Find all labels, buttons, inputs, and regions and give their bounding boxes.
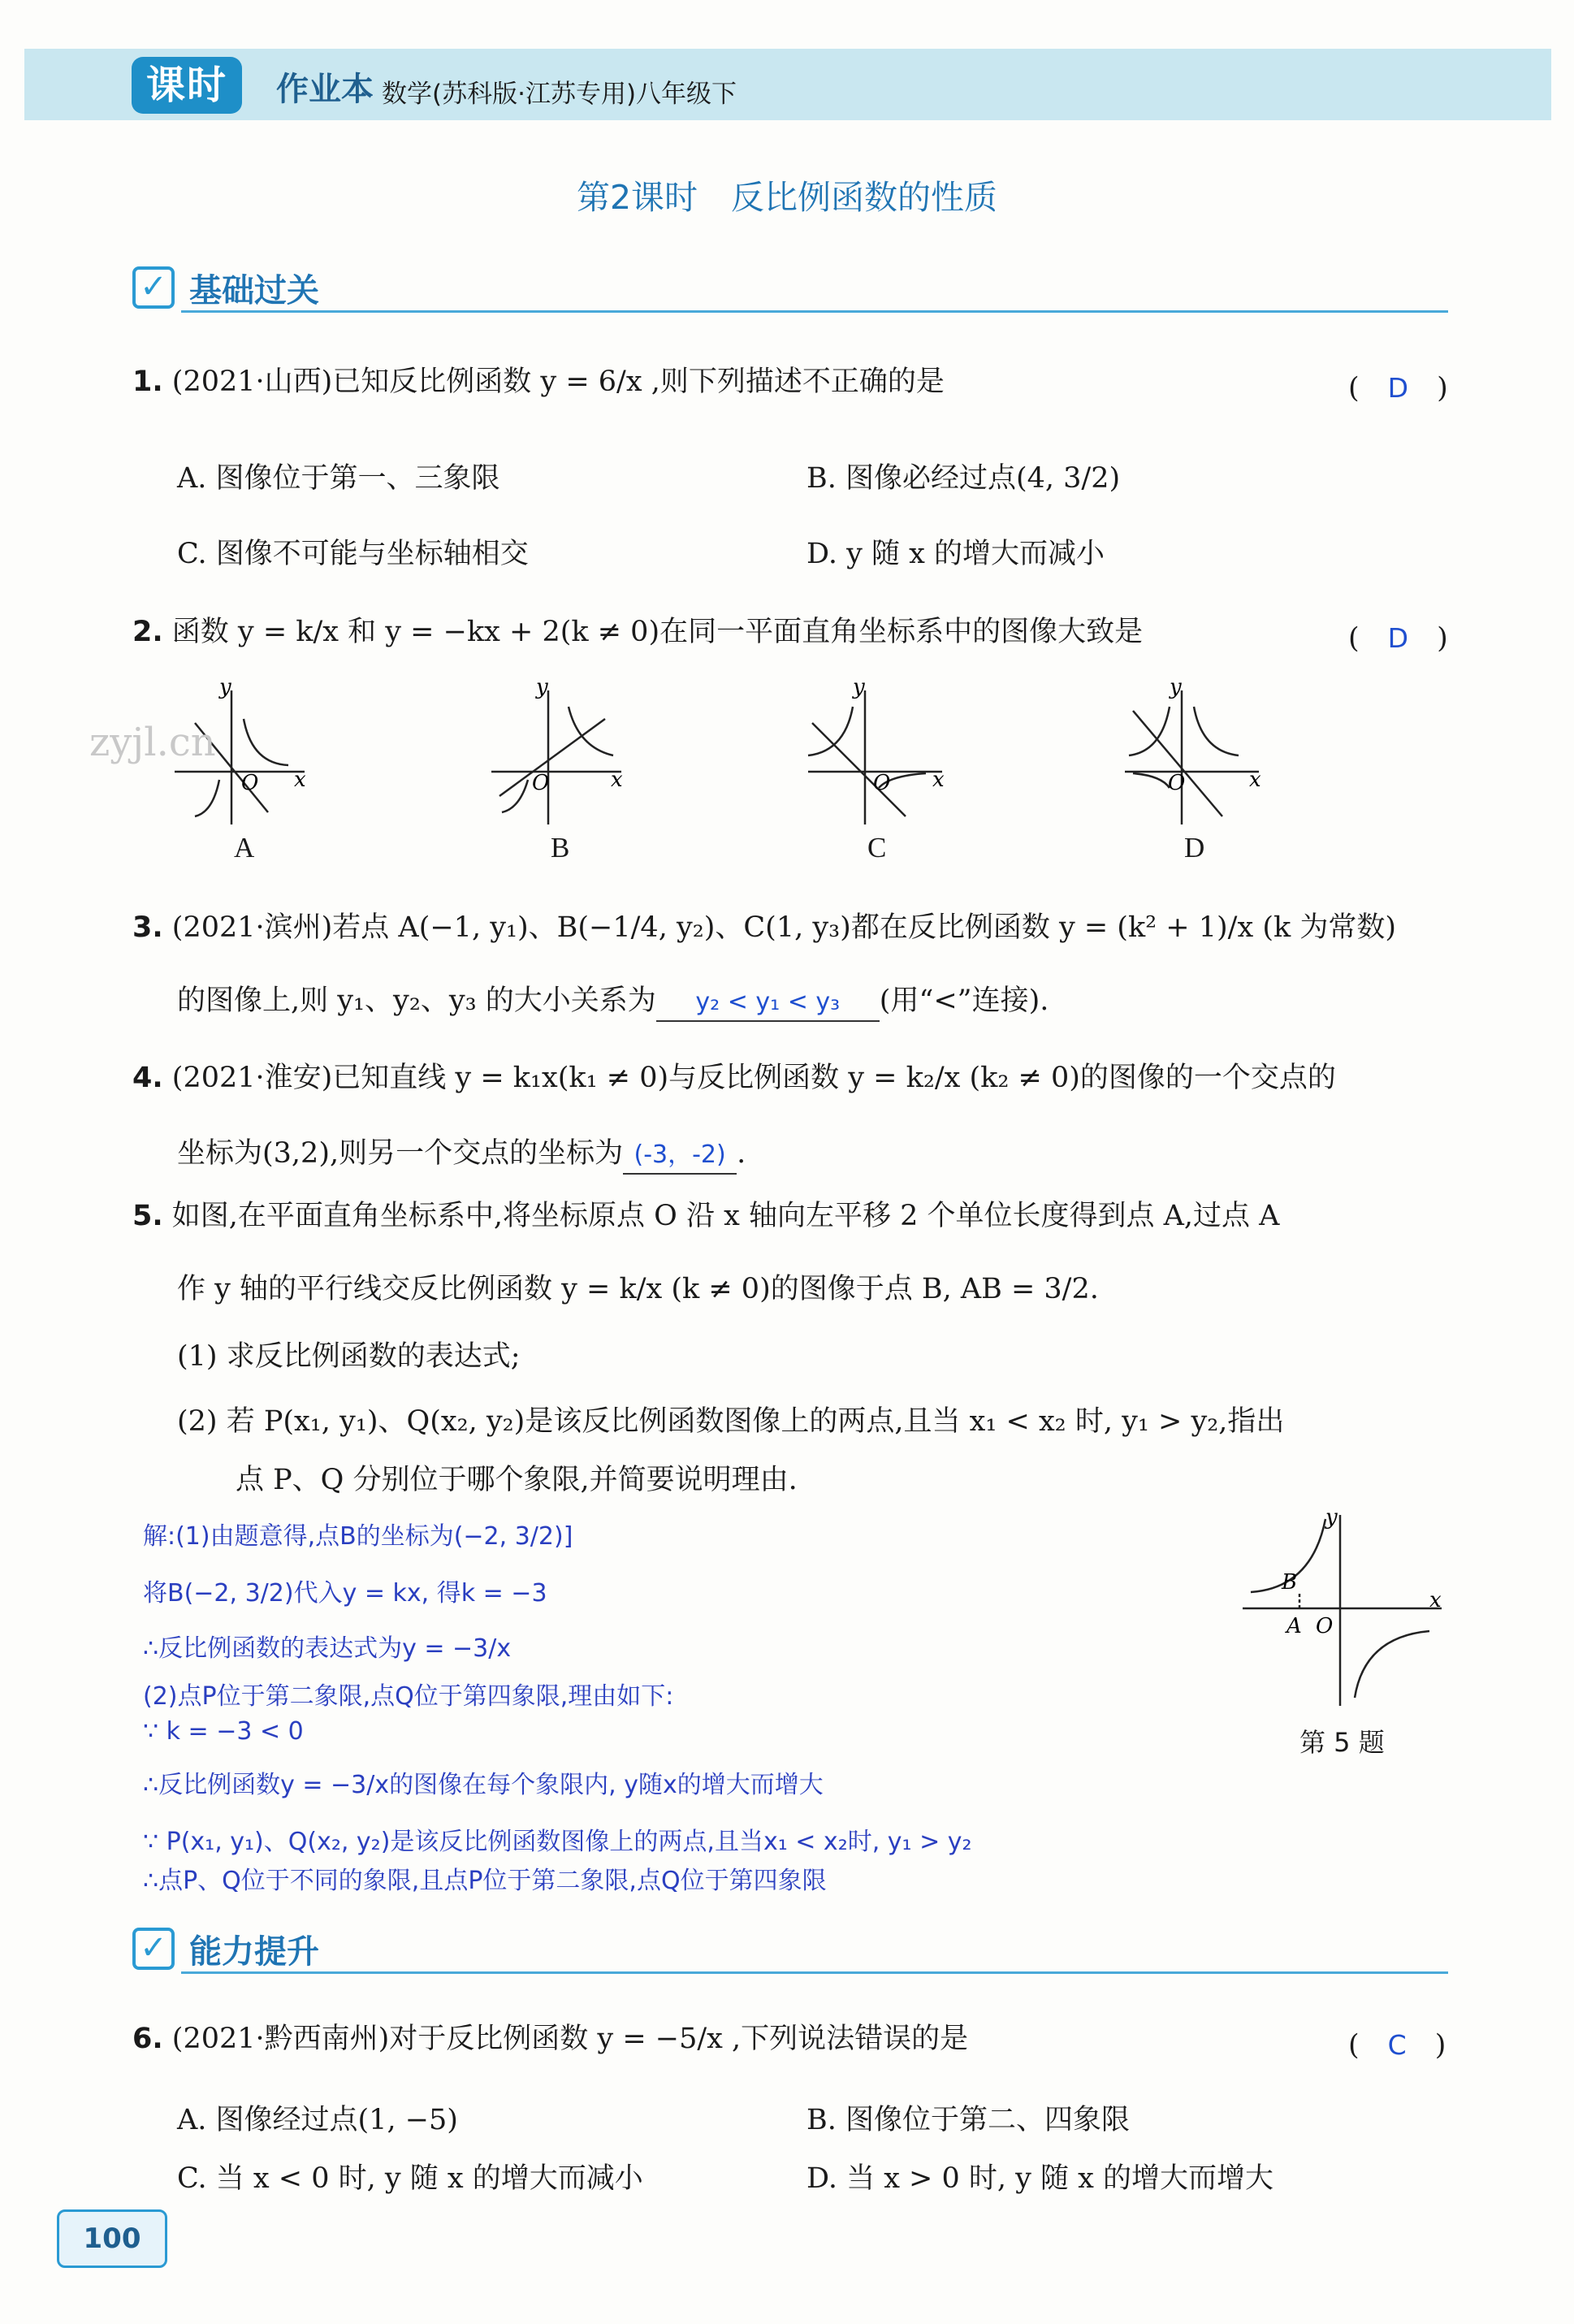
- question-5-line2: 作 y 轴的平行线交反比例函数 y = k/x (k ≠ 0)的图像于点 B, AB = 3/2.: [177, 1273, 1099, 1305]
- figure-caption: 第 5 题: [1299, 1727, 1385, 1758]
- option-d: D. y 随 x 的增大而减小: [806, 538, 1105, 570]
- text: 坐标为(3,2),则另一个交点的坐标为: [177, 1137, 624, 1170]
- section-advanced: [132, 1921, 1448, 1978]
- question-number: 2.: [132, 616, 163, 648]
- question-number: 5.: [132, 1200, 163, 1232]
- question-5-part2a: (2) 若 P(x₁, y₁)、Q(x₂, y₂)是该反比例函数图像上的两点,且当 x₁ < x₂ 时, y₁ > y₂,指出: [177, 1405, 1285, 1438]
- fig-o-label: O: [1316, 1614, 1334, 1638]
- solution-line: 解:(1)由题意得,点B的坐标为(−2, 3/2)]: [143, 1522, 573, 1551]
- origin-label: O: [532, 771, 550, 795]
- answer-paren: ( D ): [1348, 372, 1448, 405]
- text: (用“<”连接).: [879, 985, 1049, 1017]
- axis-y-label: y: [219, 675, 231, 699]
- solution-line: ∵ P(x₁, y₁)、Q(x₂, y₂)是该反比例函数图像上的两点,且当x₁ < x₂时, y₁ > y₂: [143, 1828, 972, 1856]
- question-text: (2021·黔西南州)对于反比例函数 y = −5/x ,下列说法错误的是: [171, 2023, 969, 2055]
- subject-line: 数学(苏科版·江苏专用)八年级下: [382, 80, 737, 109]
- section-basic: [132, 260, 1448, 317]
- text: 的图像上,则 y₁、y₂、y₃ 的大小关系为: [177, 985, 656, 1017]
- answer-letter: C: [1387, 2029, 1407, 2061]
- question-5-part1: (1) 求反比例函数的表达式;: [177, 1340, 521, 1373]
- graph-label-b: B: [551, 832, 570, 863]
- q5-figure: [1235, 1503, 1454, 1714]
- solution-line: 将B(−2, 3/2)代入y = kx, 得k = −3: [143, 1579, 547, 1608]
- graph-d: [1125, 690, 1259, 824]
- divider: [181, 310, 1448, 313]
- axis-x-label: x: [611, 768, 623, 792]
- fig-y-label: y: [1325, 1505, 1338, 1530]
- axis-y-label: y: [1170, 675, 1182, 699]
- question-text: 如图,在平面直角坐标系中,将坐标原点 O 沿 x 轴向左平移 2 个单位长度得到点 A,过点 A: [171, 1200, 1280, 1232]
- question-3: [132, 910, 1396, 946]
- option-a: A. 图像经过点(1, −5): [177, 2104, 458, 2136]
- option-a: A. 图像位于第一、三象限: [177, 462, 500, 495]
- graph-label-d: D: [1184, 832, 1205, 863]
- question-4: [132, 1060, 1336, 1096]
- solution-line: ∴反比例函数的表达式为y = −3/x: [143, 1634, 512, 1663]
- solution-line: ∴反比例函数y = −3/x的图像在每个象限内, y随x的增大而增大: [143, 1771, 824, 1799]
- axis-x-label: x: [932, 768, 945, 792]
- question-4-line2: [177, 1136, 746, 1175]
- page-number: 100: [57, 2209, 167, 2268]
- question-number: 3.: [132, 911, 163, 944]
- divider: [181, 1971, 1448, 1974]
- question-number: 1.: [132, 366, 163, 398]
- origin-label: O: [241, 771, 259, 795]
- brand-logo: 课时: [132, 57, 242, 114]
- answer-paren: ( C ): [1348, 2029, 1446, 2062]
- answer-letter: D: [1387, 622, 1409, 654]
- section-title: 能力提升: [189, 1933, 319, 1971]
- answer-paren: ( D ): [1348, 622, 1448, 655]
- axis-y-label: y: [536, 675, 548, 699]
- answer-blank: (-3，-2): [623, 1137, 737, 1175]
- text: .: [737, 1137, 746, 1170]
- question-5-part2b: 点 P、Q 分别位于哪个象限,并简要说明理由.: [236, 1464, 798, 1496]
- question-text: (2021·淮安)已知直线 y = k₁x(k₁ ≠ 0)与反比例函数 y = k₂/x (k₂ ≠ 0)的图像的一个交点的: [171, 1062, 1336, 1094]
- question-5: [132, 1198, 1279, 1234]
- question-6: [132, 2021, 968, 2057]
- question-text: (2021·山西)已知反比例函数 y = 6/x ,则下列描述不正确的是: [171, 366, 945, 398]
- question-3-line2: [177, 983, 1049, 1022]
- brand-title: 作业本: [276, 71, 374, 108]
- solution-line: (2)点P位于第二象限,点Q位于第四象限,理由如下:: [143, 1682, 674, 1711]
- question-text: (2021·滨州)若点 A(−1, y₁)、B(−1/4, y₂)、C(1, y₃)都在反比例函数 y = (k² + 1)/x (k 为常数): [171, 911, 1396, 944]
- graph-label-a: A: [234, 832, 255, 863]
- question-number: 6.: [132, 2023, 163, 2055]
- watermark: zyjl.cn: [89, 720, 216, 765]
- fig-b-label: B: [1282, 1570, 1298, 1595]
- origin-label: O: [1168, 771, 1186, 795]
- option-b: B. 图像位于第二、四象限: [806, 2104, 1130, 2136]
- axis-x-label: x: [1249, 768, 1261, 792]
- q2-graphs: [0, 674, 1574, 837]
- graph-b: [491, 690, 621, 824]
- option-d: D. 当 x > 0 时, y 随 x 的增大而增大: [806, 2162, 1274, 2195]
- axis-y-label: y: [853, 675, 865, 699]
- header-band: [24, 49, 1551, 120]
- fig-x-label: x: [1429, 1588, 1442, 1612]
- graph-c: [808, 690, 942, 824]
- section-title: 基础过关: [189, 272, 319, 309]
- option-c: C. 图像不可能与坐标轴相交: [177, 538, 529, 570]
- answer-letter: D: [1387, 372, 1409, 404]
- option-c: C. 当 x < 0 时, y 随 x 的增大而减小: [177, 2162, 643, 2195]
- question-2: [132, 614, 1143, 650]
- axis-x-label: x: [294, 768, 306, 792]
- answer-blank: y₂ < y₁ < y₃: [656, 985, 880, 1022]
- lesson-title: 第2课时 反比例函数的性质: [576, 178, 998, 217]
- check-icon: ✓: [132, 266, 175, 309]
- solution-line: ∴点P、Q位于不同的象限,且点P位于第二象限,点Q位于第四象限: [143, 1867, 827, 1895]
- question-number: 4.: [132, 1062, 163, 1094]
- graph-label-c: C: [867, 832, 887, 863]
- option-b: B. 图像必经过点(4, 3/2): [806, 462, 1121, 495]
- question-1: [132, 364, 945, 400]
- check-icon: ✓: [132, 1928, 175, 1970]
- question-text: 函数 y = k/x 和 y = −kx + 2(k ≠ 0)在同一平面直角坐标系中的图像大致是: [171, 616, 1144, 648]
- origin-label: O: [873, 771, 891, 795]
- fig-a-label: A: [1286, 1614, 1302, 1638]
- solution-line: ∵ k = −3 < 0: [143, 1717, 304, 1746]
